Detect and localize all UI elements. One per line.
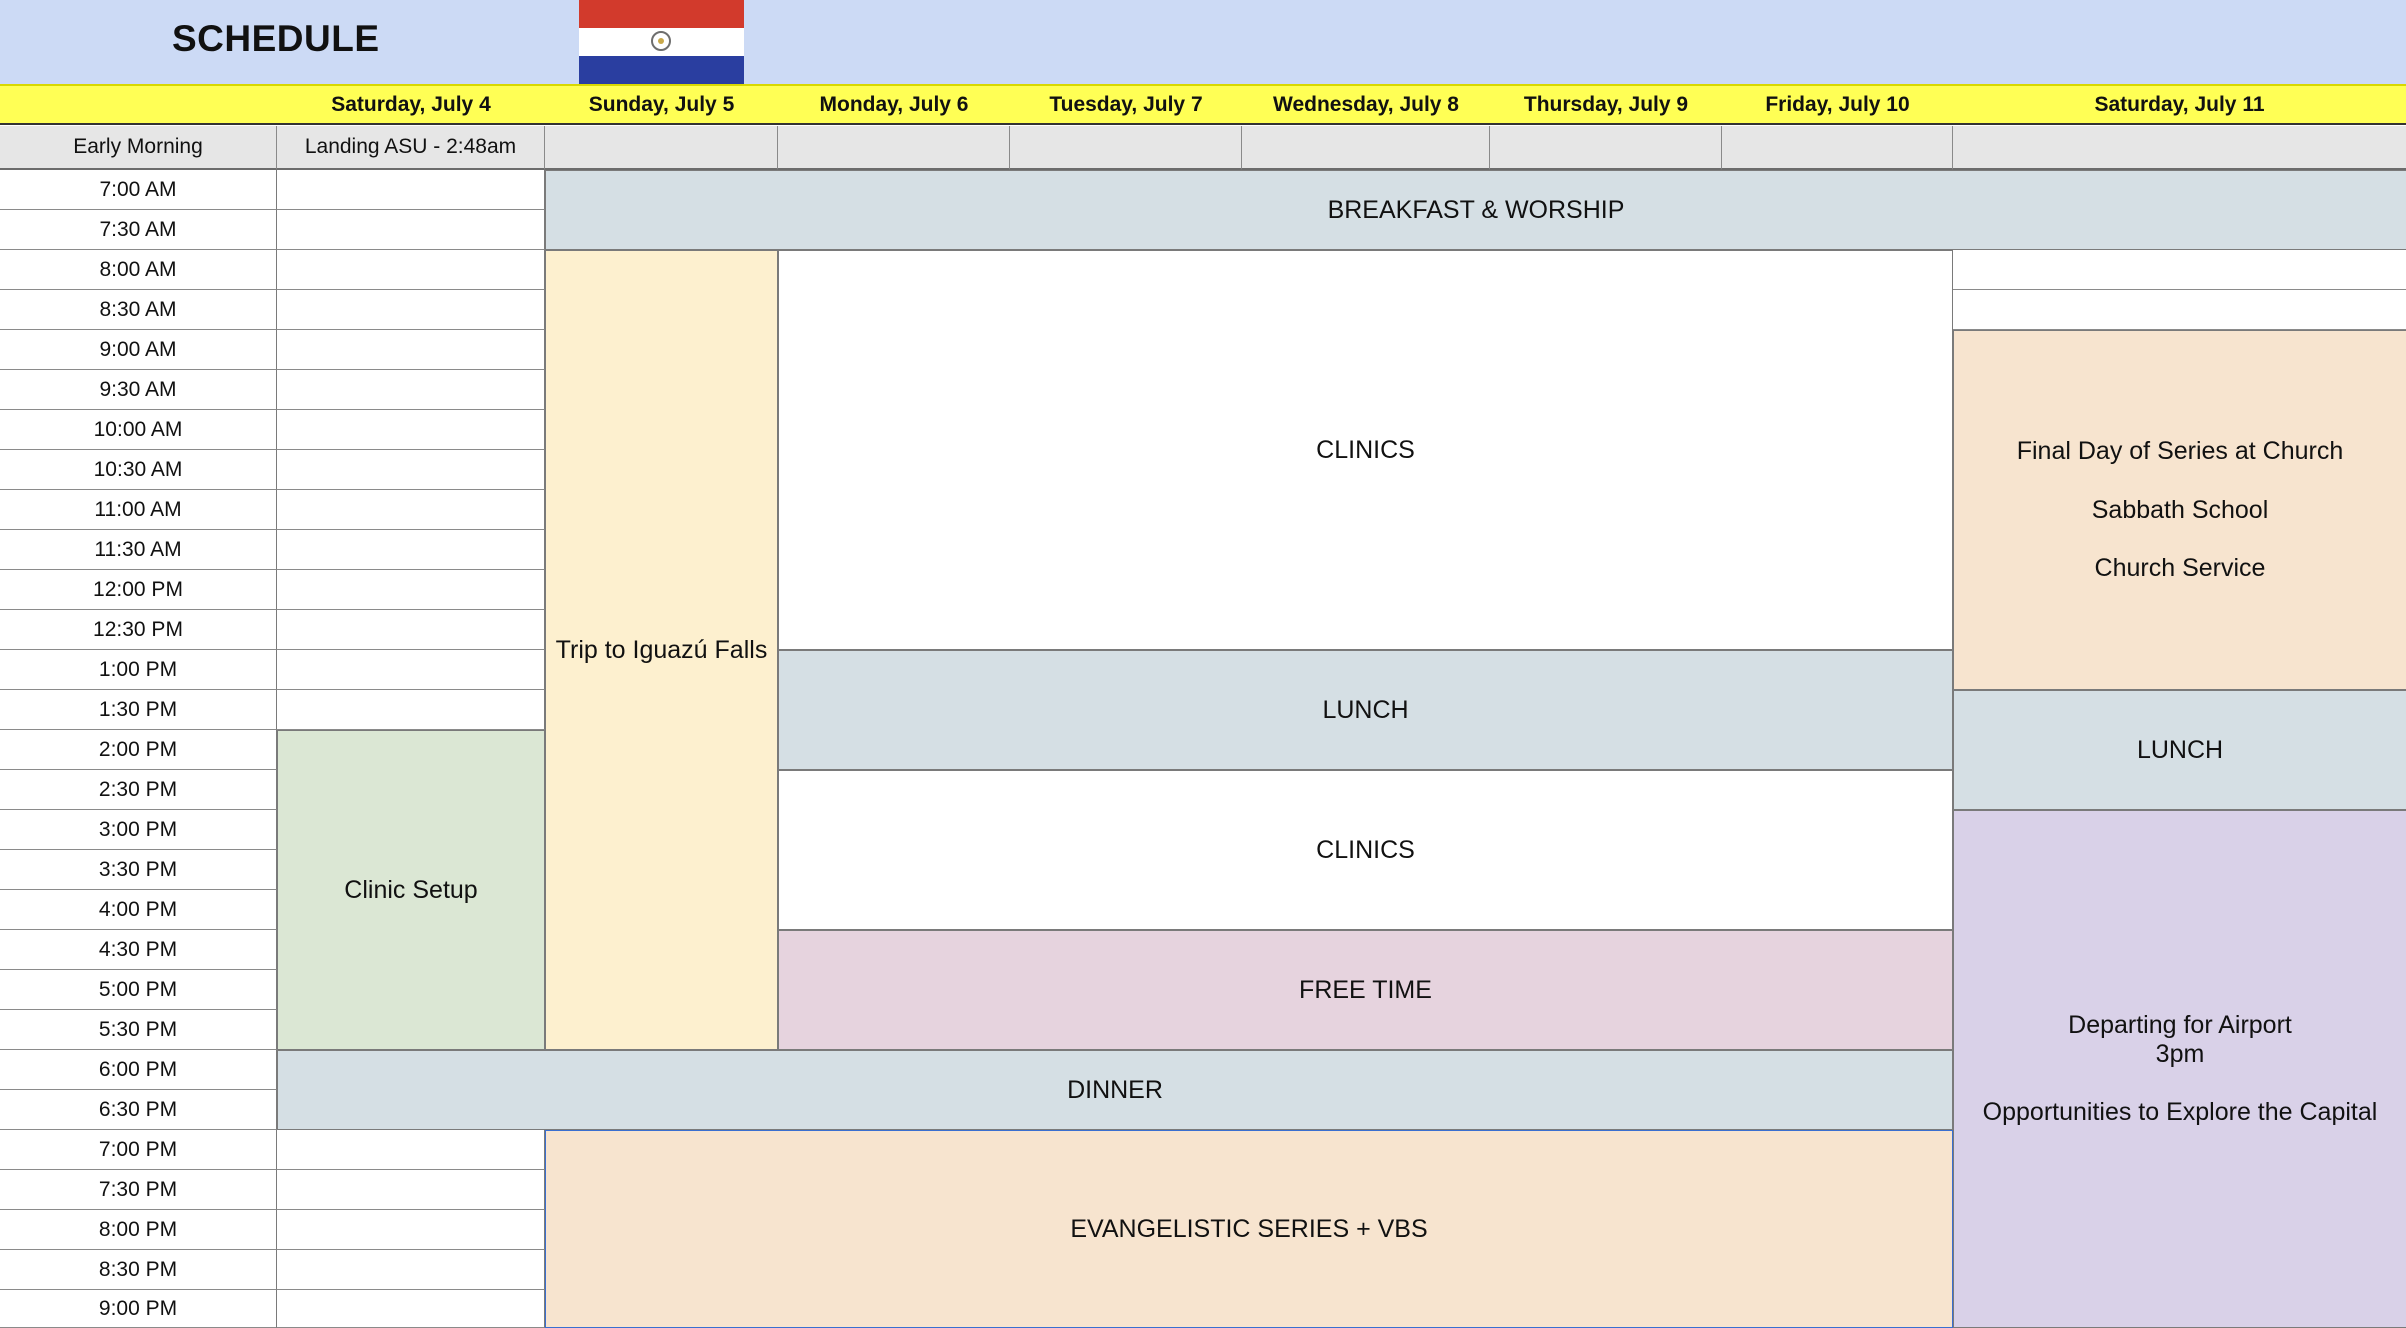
empty-cell (277, 1290, 545, 1328)
final-day-block (1953, 330, 2406, 690)
empty-cell (277, 250, 545, 290)
empty-cell (1953, 250, 2406, 290)
clinics-morning-block: CLINICS (778, 250, 1953, 650)
empty-cell (277, 1130, 545, 1170)
time-label: 7:00 PM (0, 1130, 277, 1170)
time-label: 5:30 PM (0, 1010, 277, 1050)
departing-block (1953, 810, 2406, 1328)
time-label: 1:00 PM (0, 650, 277, 690)
day-header-wed8: Wednesday, July 8 (1242, 84, 1490, 125)
day-header-corner (0, 84, 277, 125)
time-label: 11:00 AM (0, 490, 277, 530)
empty-cell (277, 330, 545, 370)
empty-cell (277, 530, 545, 570)
sabbath-school-line: Sabbath School (2091, 495, 2269, 524)
early-morning-cell (1242, 126, 1490, 170)
lunch-block: LUNCH (778, 650, 1953, 770)
time-label: 12:30 PM (0, 610, 277, 650)
iguazu-trip-block: Trip to Iguazú Falls (545, 250, 778, 1050)
time-label: 5:00 PM (0, 970, 277, 1010)
time-label: 1:30 PM (0, 690, 277, 730)
time-label: 9:00 PM (0, 1290, 277, 1328)
early-morning-cell (1722, 126, 1953, 170)
time-label: 4:00 PM (0, 890, 277, 930)
time-label: 10:30 AM (0, 450, 277, 490)
time-label: 11:30 AM (0, 530, 277, 570)
time-label: 8:00 PM (0, 1210, 277, 1250)
evangelistic-series-block: EVANGELISTIC SERIES + VBS (545, 1130, 1953, 1328)
empty-cell (1953, 290, 2406, 330)
free-time-block: FREE TIME (778, 930, 1953, 1050)
empty-cell (277, 370, 545, 410)
day-header-tue7: Tuesday, July 7 (1010, 84, 1242, 125)
early-morning-cell (1953, 126, 2406, 170)
day-header-sat4: Saturday, July 4 (277, 84, 545, 125)
time-label: 12:00 PM (0, 570, 277, 610)
time-label: 7:30 PM (0, 1170, 277, 1210)
empty-cell (277, 410, 545, 450)
church-service-line: Church Service (2094, 554, 2266, 583)
empty-cell (277, 1210, 545, 1250)
empty-cell (277, 490, 545, 530)
explore-capital-line: Opportunities to Explore the Capital (1982, 1098, 2378, 1127)
time-label: 2:00 PM (0, 730, 277, 770)
departing-line: Departing for Airport (2068, 1010, 2292, 1039)
time-label: 3:00 PM (0, 810, 277, 850)
time-label: 6:00 PM (0, 1050, 277, 1090)
time-label: 7:30 AM (0, 210, 277, 250)
time-label: 4:30 PM (0, 930, 277, 970)
early-morning-cell (545, 126, 778, 170)
empty-cell (277, 210, 545, 250)
day-header-mon6: Monday, July 6 (778, 84, 1010, 125)
day-header-fri10: Friday, July 10 (1722, 84, 1953, 125)
landing-cell: Landing ASU - 2:48am (277, 126, 545, 170)
time-label: 6:30 PM (0, 1090, 277, 1130)
early-morning-cell (778, 126, 1010, 170)
time-label: 7:00 AM (0, 170, 277, 210)
time-label: 2:30 PM (0, 770, 277, 810)
early-morning-label: Early Morning (0, 126, 277, 170)
empty-cell (277, 290, 545, 330)
breakfast-worship-block: BREAKFAST & WORSHIP (545, 170, 2406, 250)
time-label: 8:30 PM (0, 1250, 277, 1290)
departing-time-line: 3pm (2155, 1039, 2205, 1068)
early-morning-cell (1010, 126, 1242, 170)
time-label: 8:00 AM (0, 250, 277, 290)
day-header-sat11: Saturday, July 11 (1953, 84, 2406, 125)
clinic-setup-block: Clinic Setup (277, 730, 545, 1050)
early-morning-cell (1490, 126, 1722, 170)
clinics-afternoon-block: CLINICS (778, 770, 1953, 930)
time-label: 9:30 AM (0, 370, 277, 410)
day-header-sun5: Sunday, July 5 (545, 84, 778, 125)
time-label: 3:30 PM (0, 850, 277, 890)
empty-cell (277, 450, 545, 490)
page-title: SCHEDULE (172, 18, 380, 59)
lunch-saturday-block: LUNCH (1953, 690, 2406, 810)
empty-cell (277, 610, 545, 650)
paraguay-flag-icon (579, 0, 744, 84)
time-label: 9:00 AM (0, 330, 277, 370)
dinner-block: DINNER (277, 1050, 1953, 1130)
empty-cell (277, 570, 545, 610)
time-label: 8:30 AM (0, 290, 277, 330)
empty-cell (277, 1170, 545, 1210)
day-header-thu9: Thursday, July 9 (1490, 84, 1722, 125)
empty-cell (277, 170, 545, 210)
time-label: 10:00 AM (0, 410, 277, 450)
final-day-line: Final Day of Series at Church (2016, 436, 2344, 465)
empty-cell (277, 690, 545, 730)
empty-cell (277, 1250, 545, 1290)
empty-cell (277, 650, 545, 690)
